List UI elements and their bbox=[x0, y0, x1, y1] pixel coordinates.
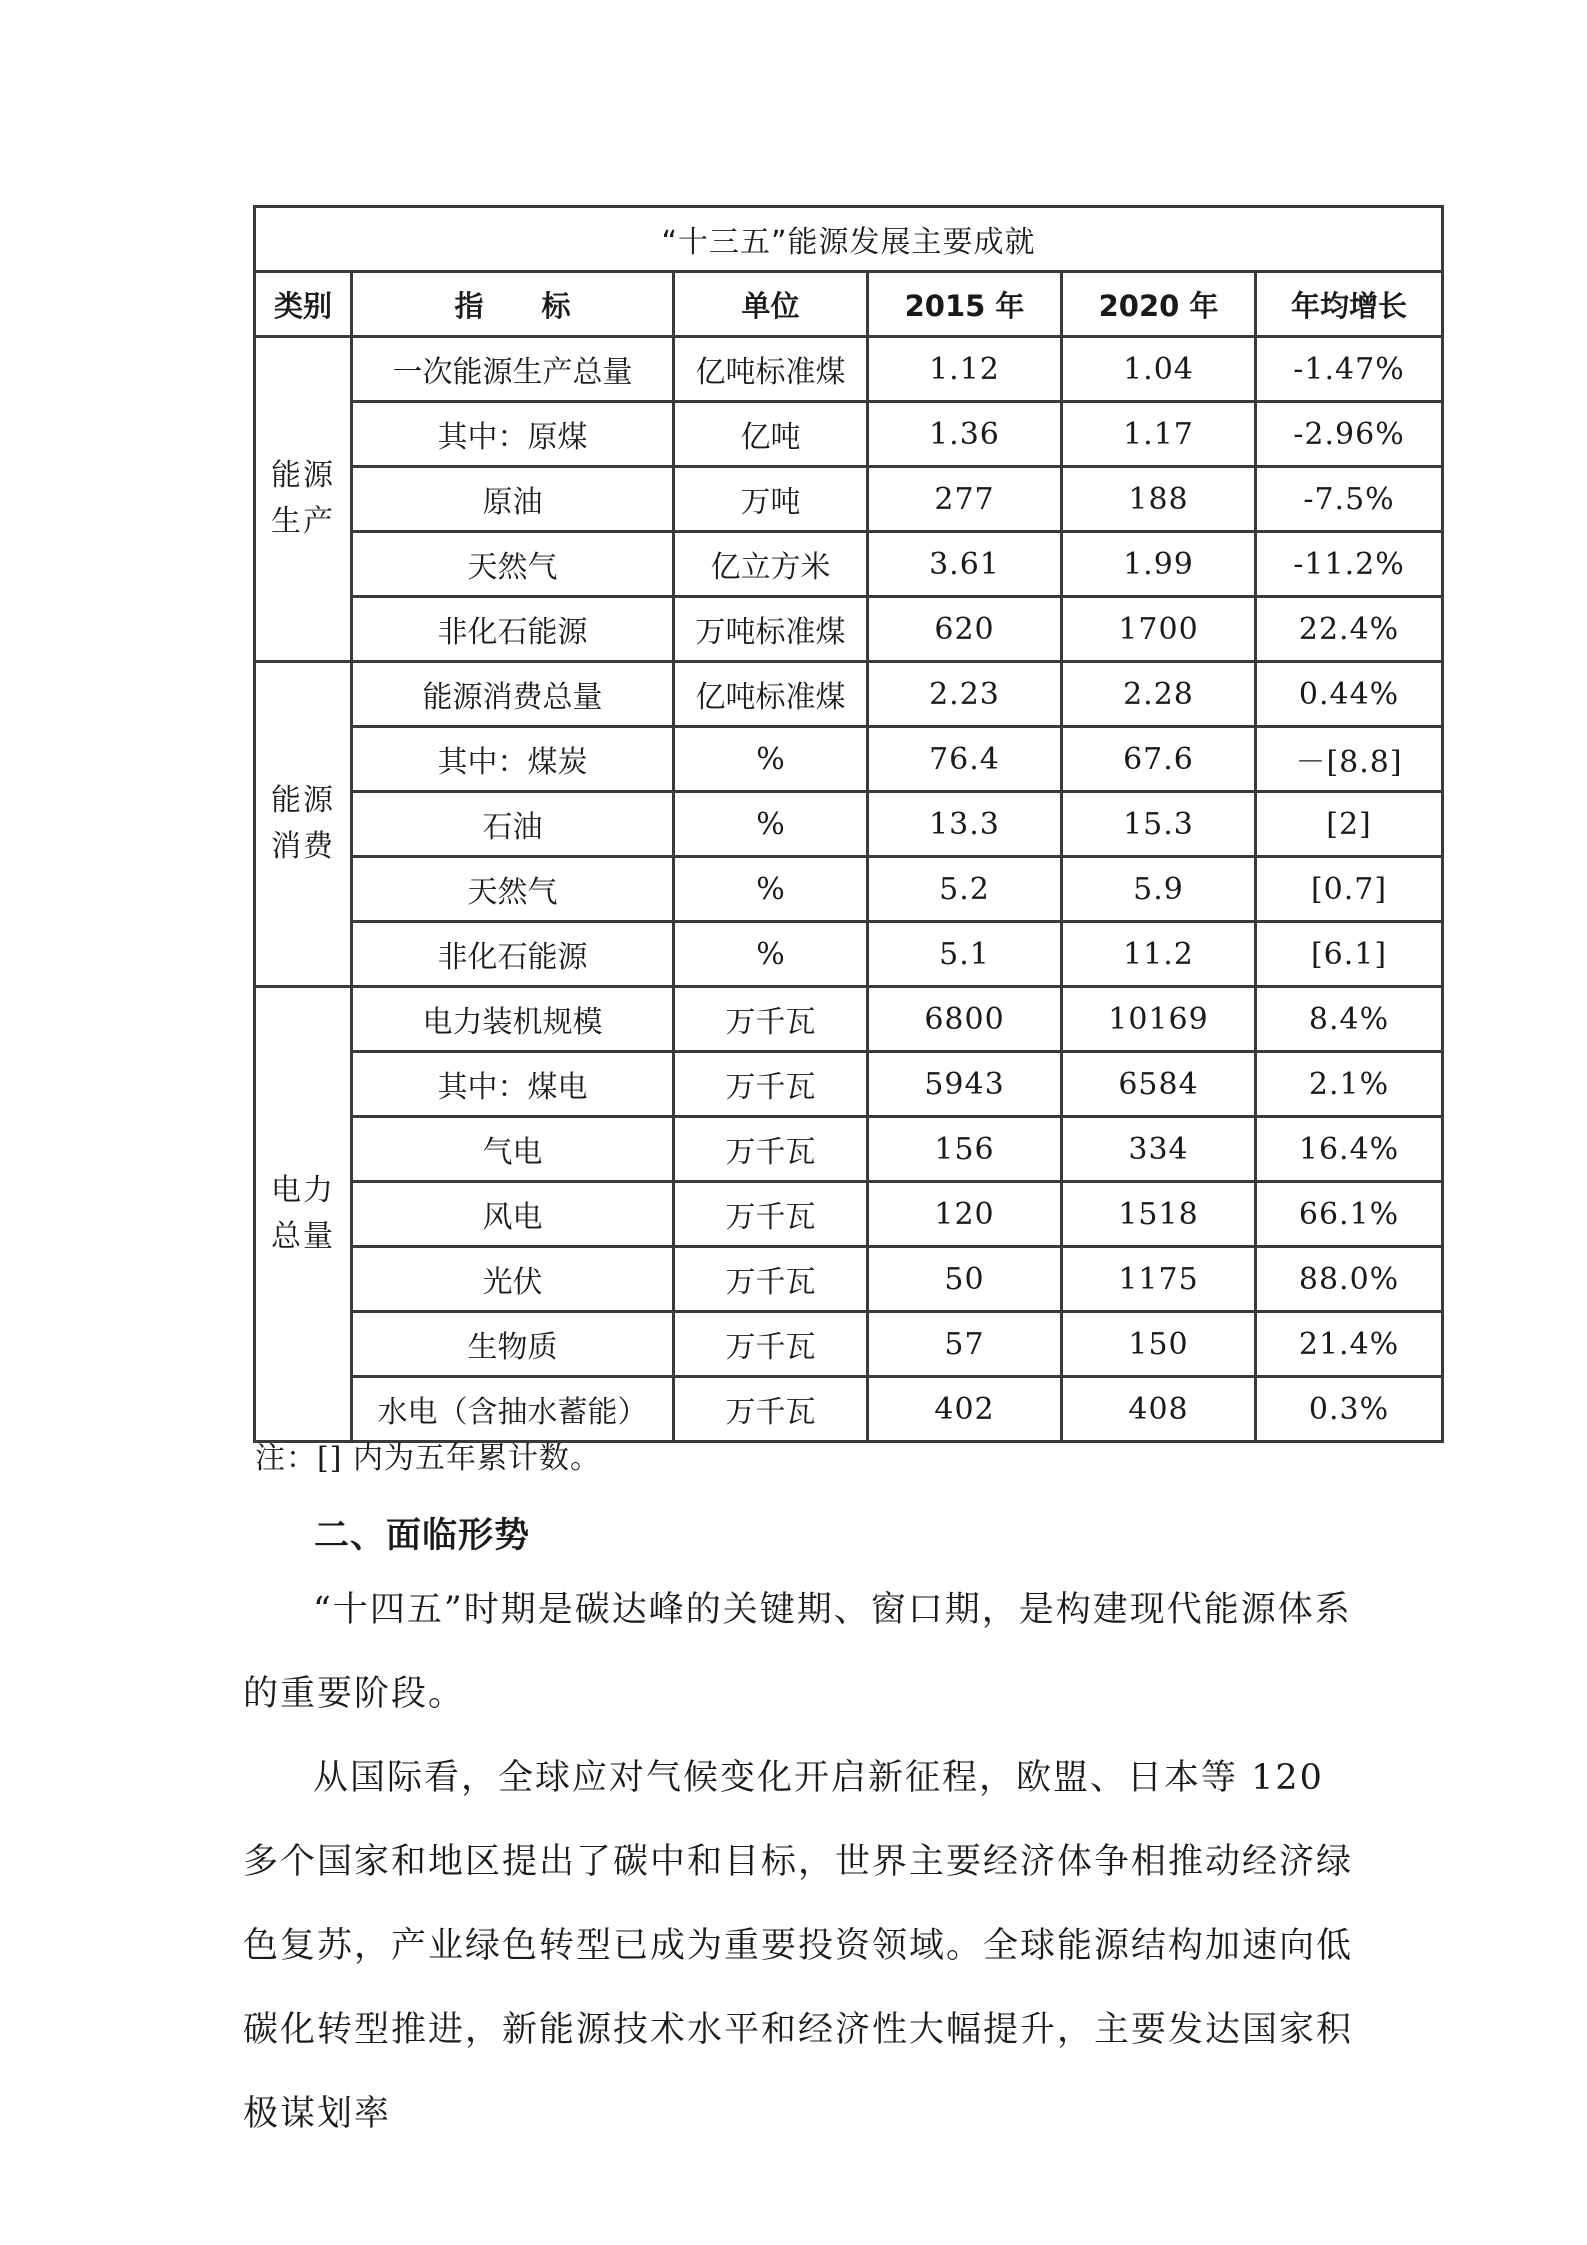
indicator-cell: 一次能源生产总量 bbox=[352, 337, 674, 402]
table-row bbox=[255, 402, 1443, 467]
table-row bbox=[255, 1052, 1443, 1117]
header-unit: 单位 bbox=[674, 272, 868, 337]
value-2020-cell: 6584 bbox=[1062, 1052, 1256, 1117]
value-2020-cell: 2.28 bbox=[1062, 662, 1256, 727]
table-row bbox=[255, 1312, 1443, 1377]
table-row bbox=[255, 662, 1443, 727]
category-label-line2: 总量 bbox=[271, 1219, 335, 1254]
indicator-cell: 天然气 bbox=[352, 857, 674, 922]
growth-cell: [0.7] bbox=[1256, 857, 1443, 922]
growth-cell: [2] bbox=[1256, 792, 1443, 857]
unit-cell: 万千瓦 bbox=[674, 1052, 868, 1117]
paragraph: 从国际看，全球应对气候变化开启新征程，欧盟、日本等 120 多个国家和地区提出了碳中和目标，世界主要经济体争相推动经济绿色复苏，产业绿色转型已成为重要投资领域。全球能源结构加速向低碳化转型推进，新能源技术水平和经济性大幅提升，主要发达国家积极谋划率 bbox=[243, 1758, 1354, 2134]
table-row bbox=[255, 987, 1443, 1052]
unit-cell: 万吨标准煤 bbox=[674, 597, 868, 662]
unit-cell: 万千瓦 bbox=[674, 1247, 868, 1312]
value-2020-cell: 188 bbox=[1062, 467, 1256, 532]
value-2020-cell: 1700 bbox=[1062, 597, 1256, 662]
indicator-cell: 光伏 bbox=[352, 1247, 674, 1312]
indicator-cell: 水电（含抽水蓄能） bbox=[352, 1377, 674, 1442]
unit-cell: 亿立方米 bbox=[674, 532, 868, 597]
growth-cell: －[8.8] bbox=[1256, 727, 1443, 792]
header-indicator: 指 标 bbox=[352, 272, 674, 337]
value-2020-cell: 1175 bbox=[1062, 1247, 1256, 1312]
growth-cell: -2.96% bbox=[1256, 402, 1443, 467]
indicator-cell: 生物质 bbox=[352, 1312, 674, 1377]
table-row bbox=[255, 532, 1443, 597]
growth-cell: 66.1% bbox=[1256, 1182, 1443, 1247]
value-2020-cell: 334 bbox=[1062, 1117, 1256, 1182]
value-2015-cell: 5943 bbox=[868, 1052, 1062, 1117]
category-label-line1: 能源 bbox=[271, 783, 335, 818]
growth-cell: 88.0% bbox=[1256, 1247, 1443, 1312]
unit-cell: 万千瓦 bbox=[674, 1182, 868, 1247]
unit-cell: 万吨 bbox=[674, 467, 868, 532]
value-2015-cell: 1.12 bbox=[868, 337, 1062, 402]
unit-cell: % bbox=[674, 857, 868, 922]
energy-achievements-table bbox=[253, 205, 1444, 1443]
value-2020-cell: 10169 bbox=[1062, 987, 1256, 1052]
unit-cell: % bbox=[674, 792, 868, 857]
value-2020-cell: 5.9 bbox=[1062, 857, 1256, 922]
growth-cell: 21.4% bbox=[1256, 1312, 1443, 1377]
value-2015-cell: 2.23 bbox=[868, 662, 1062, 727]
table-row bbox=[255, 792, 1443, 857]
value-2020-cell: 11.2 bbox=[1062, 922, 1256, 987]
table-row bbox=[255, 467, 1443, 532]
value-2020-cell: 1.17 bbox=[1062, 402, 1256, 467]
category-energy-consumption bbox=[255, 662, 352, 987]
indicator-cell: 石油 bbox=[352, 792, 674, 857]
table-row bbox=[255, 597, 1443, 662]
indicator-cell: 气电 bbox=[352, 1117, 674, 1182]
value-2020-cell: 150 bbox=[1062, 1312, 1256, 1377]
paragraph: “十四五”时期是碳达峰的关键期、窗口期，是构建现代能源体系的重要阶段。 bbox=[243, 1590, 1352, 1714]
header-category: 类别 bbox=[255, 272, 352, 337]
unit-cell: 万千瓦 bbox=[674, 987, 868, 1052]
table-note: 注：[] 内为五年累计数。 bbox=[255, 1441, 601, 1476]
table-title: “十三五”能源发展主要成就 bbox=[255, 207, 1443, 272]
table-row bbox=[255, 1377, 1443, 1442]
value-2020-cell: 15.3 bbox=[1062, 792, 1256, 857]
value-2020-cell: 1.99 bbox=[1062, 532, 1256, 597]
unit-cell: % bbox=[674, 922, 868, 987]
value-2015-cell: 5.2 bbox=[868, 857, 1062, 922]
indicator-cell: 电力装机规模 bbox=[352, 987, 674, 1052]
table-row bbox=[255, 727, 1443, 792]
unit-cell: 亿吨标准煤 bbox=[674, 337, 868, 402]
category-label-line1: 电力 bbox=[271, 1173, 335, 1208]
indicator-cell: 非化石能源 bbox=[352, 922, 674, 987]
category-label-line1: 能源 bbox=[271, 458, 335, 493]
unit-cell: 万千瓦 bbox=[674, 1312, 868, 1377]
value-2015-cell: 120 bbox=[868, 1182, 1062, 1247]
table-row bbox=[255, 1182, 1443, 1247]
growth-cell: [6.1] bbox=[1256, 922, 1443, 987]
indicator-cell: 其中：煤炭 bbox=[352, 727, 674, 792]
value-2015-cell: 5.1 bbox=[868, 922, 1062, 987]
growth-cell: -7.5% bbox=[1256, 467, 1443, 532]
indicator-cell: 非化石能源 bbox=[352, 597, 674, 662]
indicator-cell: 能源消费总量 bbox=[352, 662, 674, 727]
table-row bbox=[255, 1247, 1443, 1312]
table-row bbox=[255, 857, 1443, 922]
unit-cell: 万千瓦 bbox=[674, 1377, 868, 1442]
table-row bbox=[255, 922, 1443, 987]
table-row bbox=[255, 337, 1443, 402]
header-2020: 2020 年 bbox=[1062, 272, 1256, 337]
value-2015-cell: 3.61 bbox=[868, 532, 1062, 597]
indicator-cell: 原油 bbox=[352, 467, 674, 532]
header-annual-growth: 年均增长 bbox=[1256, 272, 1443, 337]
indicator-cell: 其中：原煤 bbox=[352, 402, 674, 467]
growth-cell: -11.2% bbox=[1256, 532, 1443, 597]
indicator-cell: 天然气 bbox=[352, 532, 674, 597]
indicator-cell: 其中：煤电 bbox=[352, 1052, 674, 1117]
category-label-line2: 生产 bbox=[271, 504, 335, 539]
unit-cell: 万千瓦 bbox=[674, 1117, 868, 1182]
value-2015-cell: 402 bbox=[868, 1377, 1062, 1442]
value-2015-cell: 6800 bbox=[868, 987, 1062, 1052]
unit-cell: 亿吨标准煤 bbox=[674, 662, 868, 727]
value-2015-cell: 277 bbox=[868, 467, 1062, 532]
value-2015-cell: 50 bbox=[868, 1247, 1062, 1312]
growth-cell: 2.1% bbox=[1256, 1052, 1443, 1117]
table-header-row bbox=[255, 272, 1443, 337]
value-2020-cell: 1518 bbox=[1062, 1182, 1256, 1247]
value-2015-cell: 1.36 bbox=[868, 402, 1062, 467]
table-row bbox=[255, 1117, 1443, 1182]
header-2015: 2015 年 bbox=[868, 272, 1062, 337]
value-2020-cell: 1.04 bbox=[1062, 337, 1256, 402]
growth-cell: 0.3% bbox=[1256, 1377, 1443, 1442]
category-energy-production bbox=[255, 337, 352, 662]
value-2015-cell: 620 bbox=[868, 597, 1062, 662]
indicator-cell: 风电 bbox=[352, 1182, 674, 1247]
value-2015-cell: 57 bbox=[868, 1312, 1062, 1377]
growth-cell: 8.4% bbox=[1256, 987, 1443, 1052]
growth-cell: 0.44% bbox=[1256, 662, 1443, 727]
category-label-line2: 消费 bbox=[271, 829, 335, 864]
growth-cell: 22.4% bbox=[1256, 597, 1443, 662]
value-2015-cell: 13.3 bbox=[868, 792, 1062, 857]
value-2020-cell: 408 bbox=[1062, 1377, 1256, 1442]
growth-cell: 16.4% bbox=[1256, 1117, 1443, 1182]
section-heading: 二、面临形势 bbox=[314, 1515, 531, 1556]
growth-cell: -1.47% bbox=[1256, 337, 1443, 402]
value-2020-cell: 67.6 bbox=[1062, 727, 1256, 792]
unit-cell: % bbox=[674, 727, 868, 792]
value-2015-cell: 76.4 bbox=[868, 727, 1062, 792]
unit-cell: 亿吨 bbox=[674, 402, 868, 467]
value-2015-cell: 156 bbox=[868, 1117, 1062, 1182]
category-power-capacity bbox=[255, 987, 352, 1442]
